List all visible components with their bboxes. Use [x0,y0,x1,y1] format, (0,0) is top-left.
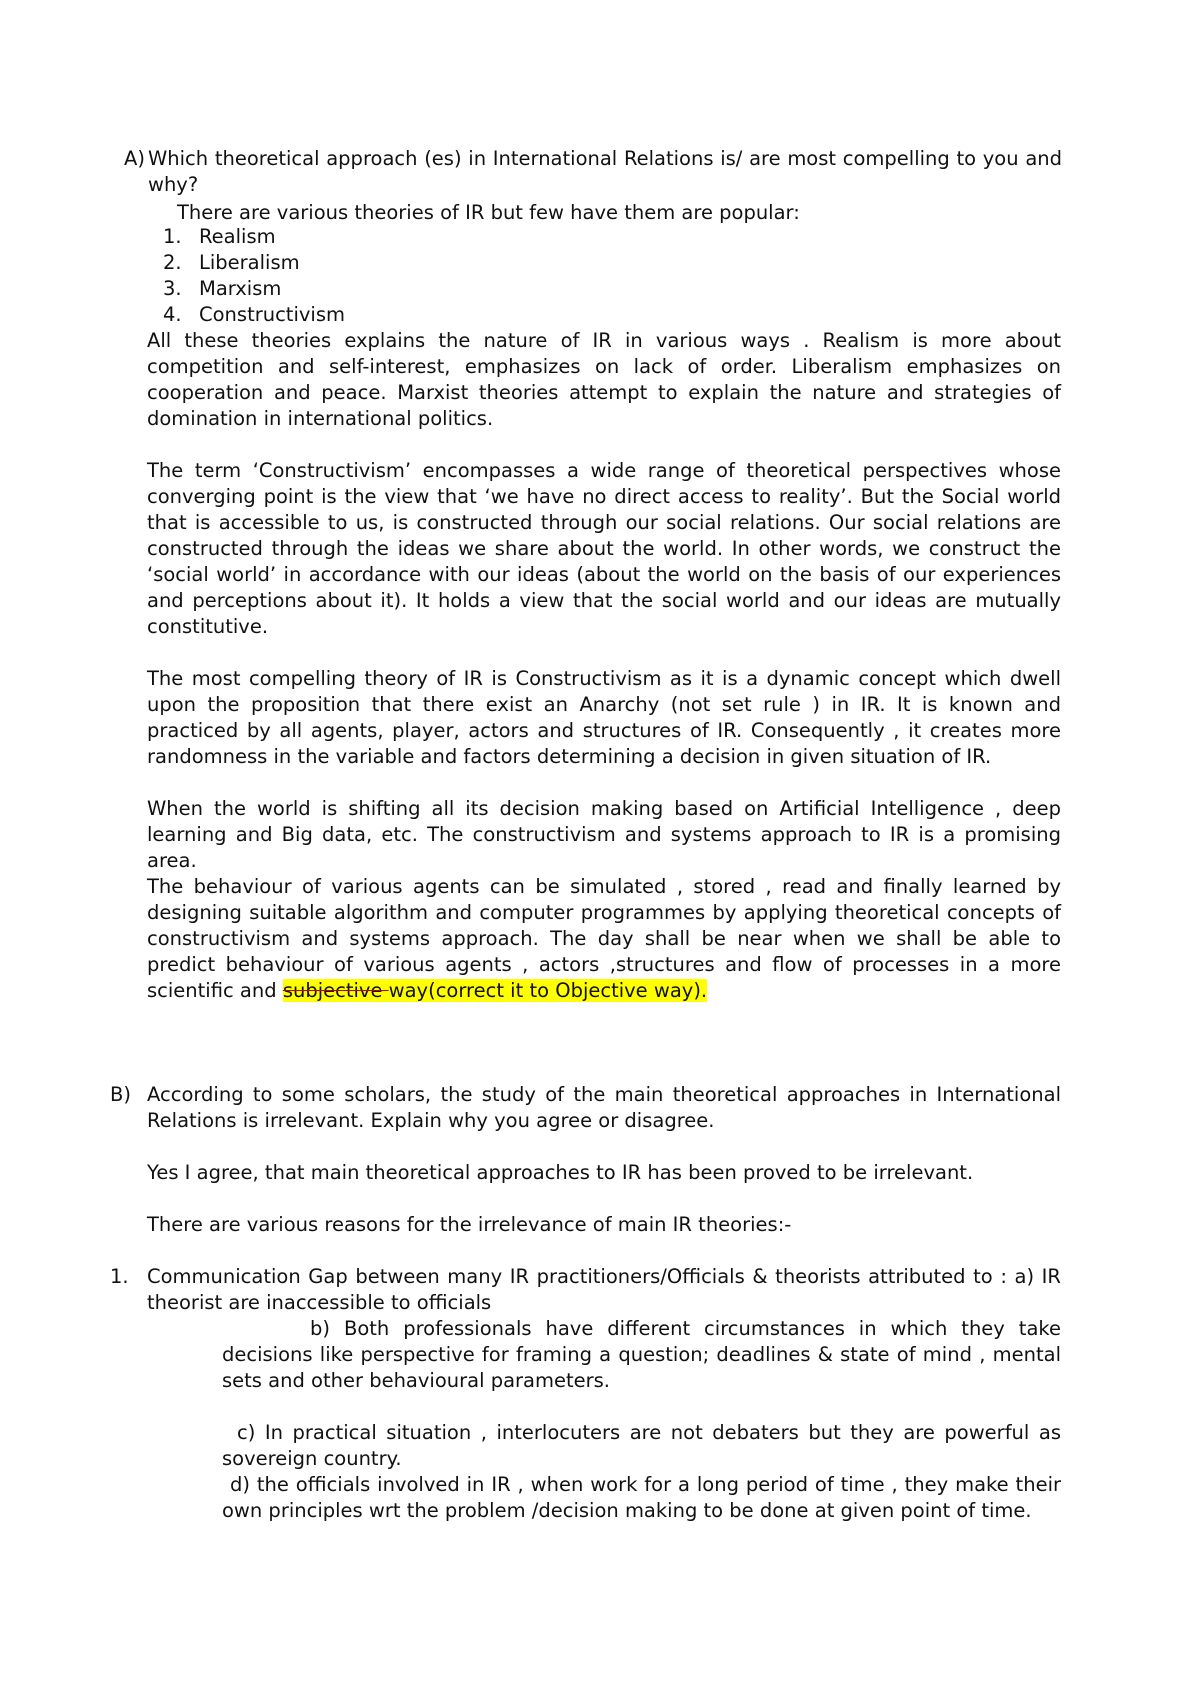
paragraph-ai-shift: When the world is shifting all its decision making based on Artificial Intelligence , deep learning and Big data, etc. The constructivism and systems approach to IR is a promising area. [147,797,1061,872]
theory-name: Liberalism [199,251,300,274]
reason-communication-gap: Communication Gap between many IR practitioners/Officials & theorists attributed to : a) IR theorist are inaccessible to officials [147,1265,1061,1314]
struck-word: subjective [282,979,389,1002]
section-b-label: B) [110,1083,131,1106]
theory-item [163,302,345,328]
reason-point-b: b) Both professionals have different circumstances in which they take decisions like perspective for framing a question; deadlines & state of mind , mental sets and other behavioural parameters. [222,1317,1061,1392]
theories-list [163,224,345,328]
theory-number: 3. [163,277,182,300]
theory-number: 4. [163,303,182,326]
theory-number: 2. [163,251,182,274]
paragraph-behaviour-simulation [147,874,1061,1004]
paragraph-theories-overview: All these theories explains the nature of IR in various ways . Realism is more about competition and self-interest, emphasizes on lack of order. Liberalism emphasizes on cooperation and peace. Marxist theories attempt to explain the nature and strategies of domination in international politics. [147,329,1061,430]
highlighted-correction: way(correct it to Objective way). [388,979,708,1002]
theory-item [163,250,345,276]
section-a-label: A) [124,147,145,170]
section-b-question: According to some scholars, the study of the main theoretical approaches in International Relations is irrelevant. Explain why you agree or disagree. [147,1083,1061,1132]
theory-number: 1. [163,225,182,248]
section-a-question-text: Which theoretical approach (es) in International Relations is/ are most compelling to you and why? [148,147,1062,196]
theory-name: Constructivism [199,303,345,326]
paragraph-constructivism-definition: The term ‘Constructivism’ encompasses a wide range of theoretical perspectives whose converging point is the view that ‘we have no direct access to reality’. But the Social world that is accessible to us, is constructed through our social relations. Our social relations are constructed through the ideas we share about the world. In other words, we construct the ‘social world’ in accordance with our ideas (about the world on the basis of our experiences and perceptions about it). It holds a view that the social world and our ideas are mutually constitutive. [147,459,1061,638]
theory-name: Marxism [199,277,282,300]
reason-point-d: d) the officials involved in IR , when work for a long period of time , they make their own principles wrt the problem /decision making to be done at given point of time. [222,1473,1061,1522]
behaviour-text: The behaviour of various agents can be simulated , stored , read and finally learned by designing suitable algorithm and computer programmes by applying theoretical concepts of constructivism and systems approach. The day shall be near when we shall be able to predict behaviour of various agents , actors ,structures and flow of processes in a more scientific and [147,875,1061,1002]
section-b-answer: Yes I agree, that main theoretical approaches to IR has been proved to be irrelevant. [147,1161,974,1184]
theory-item [163,224,345,250]
reason-point-c: c) In practical situation , interlocuters are not debaters but they are powerful as sovereign country. [222,1421,1061,1470]
section-a-question [148,146,1062,198]
reasons-intro: There are various reasons for the irrelevance of main IR theories:- [147,1213,792,1236]
theory-item [163,276,345,302]
theory-name: Realism [199,225,276,248]
reason-number: 1. [110,1265,129,1288]
theories-intro: There are various theories of IR but few have them are popular: [177,201,800,224]
paragraph-most-compelling: The most compelling theory of IR is Constructivism as it is a dynamic concept which dwell upon the proposition that there exist an Anarchy (not set rule ) in IR. It is known and practiced by all agents, player, actors and structures of IR. Consequently , it creates more randomness in the variable and factors determining a decision in given situation of IR. [147,667,1061,768]
